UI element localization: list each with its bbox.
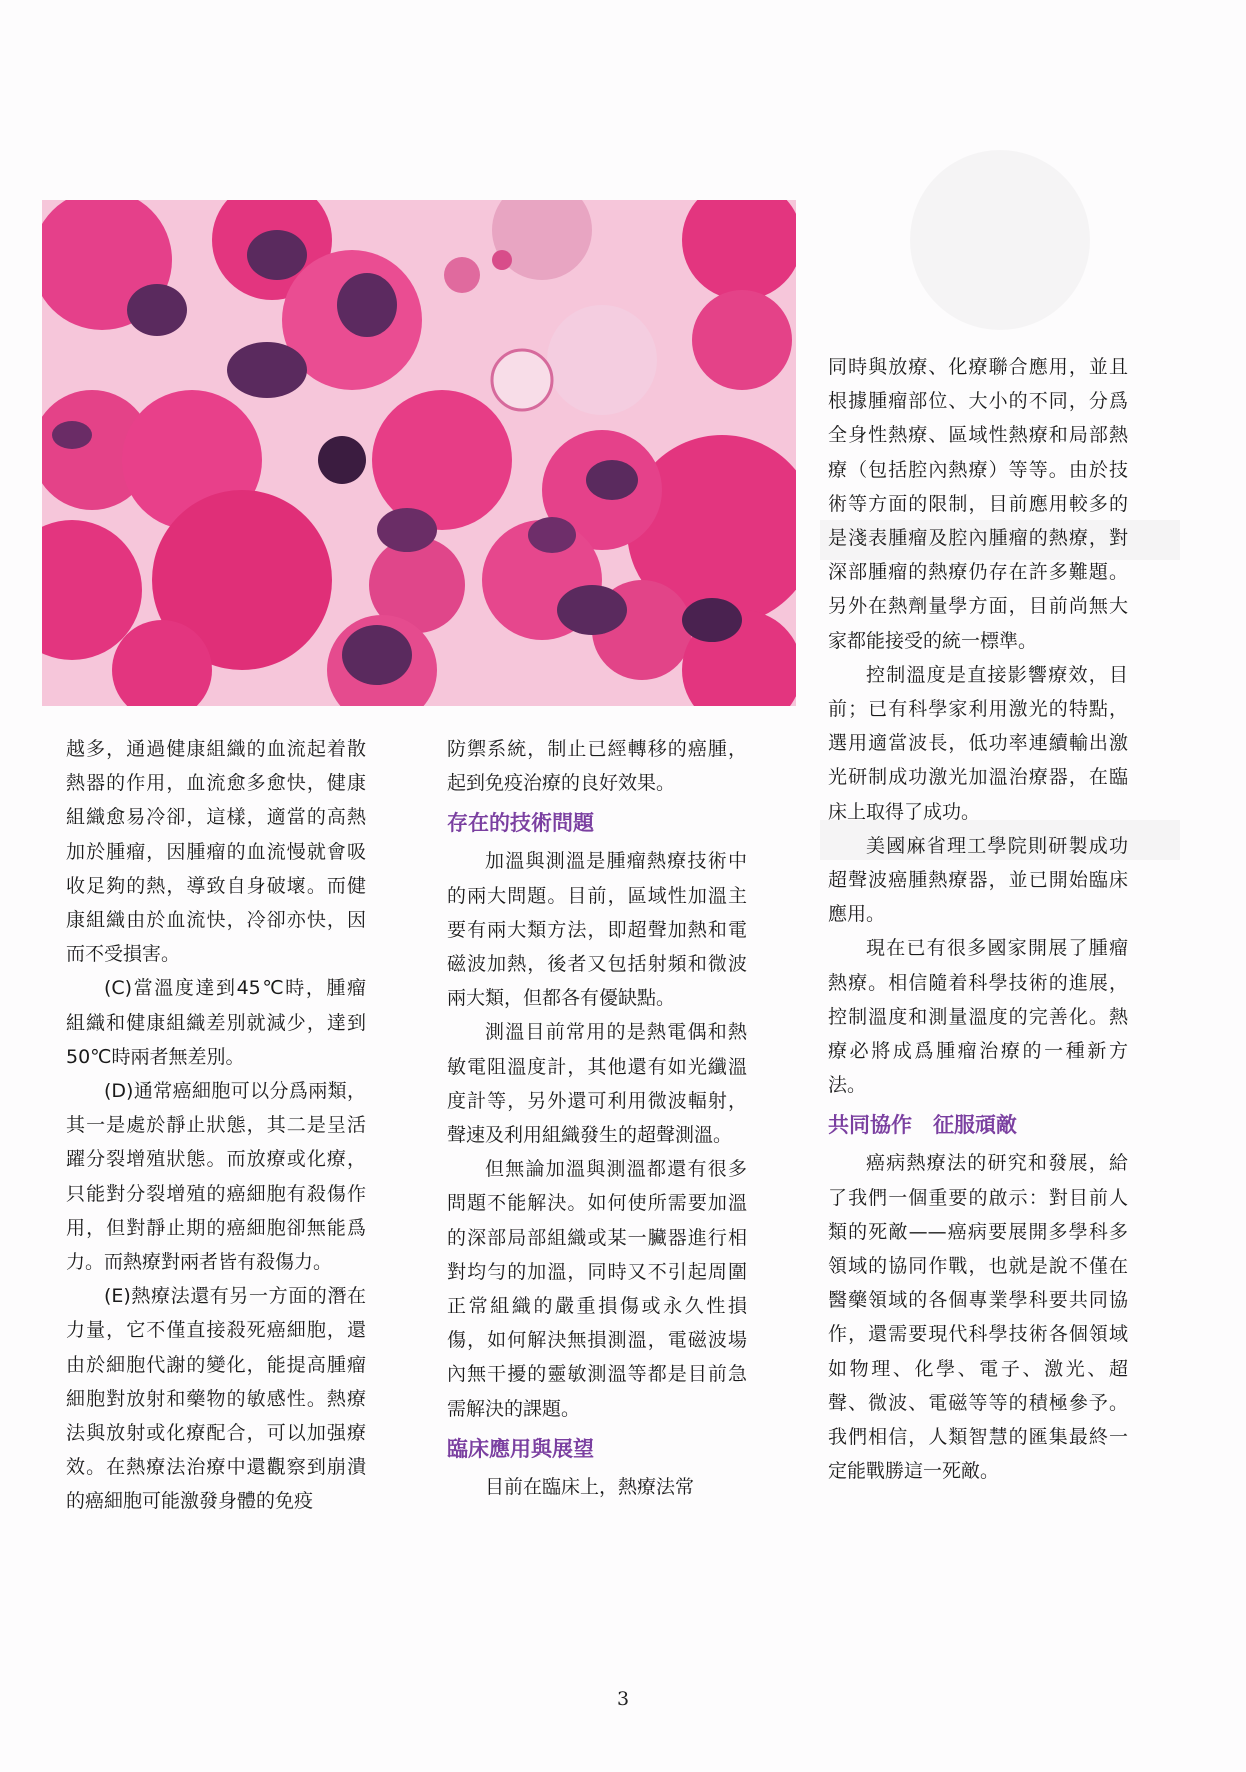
section-heading: 共同協作 征服頑敵 [828,1113,1017,1138]
paragraph: 但無論加溫與測溫都還有很多問題不能解決。如何使所需要加溫的深部局部組織或某一臟器進行相對均勻的加溫，同時又不引起周圍正常組織的嚴重損傷或永久性損傷，如何解決無損測溫，電磁波場內無干擾的靈敏測溫等都是目前急需解決的課題。 [447,1158,747,1420]
paragraph: 越多，通過健康組織的血流起着散熱器的作用，血流愈多愈快，健康組織愈易冷卻，這樣，適當的高熱加於腫瘤，因腫瘤的血流慢就會吸收足夠的熱，導致自身破壞。而健康組織由於血流快，冷卻亦快，因而不受損害。 [66,738,366,966]
page-number: 3 [616,1688,630,1710]
paragraph: 控制溫度是直接影響療效，目前；已有科學家利用激光的特點，選用適當波長，低功率連續輸出激光研制成功激光加溫治療器，在臨床上取得了成功。 [828,663,1128,823]
paragraph: 測溫目前常用的是熱電偶和熱敏電阻溫度計，其他還有如光纖溫度計等，另外還可利用微波輻射，聲速及利用組織發生的超聲測溫。 [447,1021,747,1147]
micrograph-image [42,200,796,706]
paragraph: 目前在臨床上，熱療法常 [485,1475,695,1498]
text-column-2 [447,732,747,1504]
section-heading: 存在的技術問題 [447,811,594,836]
paragraph: 美國麻省理工學院則研製成功超聲波癌腫熱療器，並已開始臨床應用。 [828,834,1128,926]
paragraph: 加溫與測溫是腫瘤熱療技術中的兩大問題。目前，區域性加溫主要有兩大類方法，即超聲加熱和電磁波加熱，後者又包括射頻和微波兩大類，但都各有優缺點。 [447,850,747,1010]
section-heading: 臨床應用與展望 [447,1436,594,1461]
paragraph: (C)當溫度達到45℃時，腫瘤組織和健康組織差別就減少，達到50℃時兩者無差別。 [66,977,366,1068]
text-column-1 [66,732,366,1519]
paragraph: 防禦系統，制止已經轉移的癌腫，起到免疫治療的良好效果。 [447,738,747,795]
paragraph: 現在已有很多國家開展了腫瘤熱療。相信隨着科學技術的進展，控制溫度和測量溫度的完善化。熱療必將成爲腫瘤治療的一種新方法。 [828,937,1128,1097]
text-column-3 [828,350,1128,1489]
paragraph: (E)熱療法還有另一方面的潛在力量，它不僅直接殺死癌細胞，還由於細胞代謝的變化，能提高腫瘤細胞對放射和藥物的敏感性。熱療法與放射或化療配合，可以加强療效。在熱療法治療中還觀察到崩潰的癌細胞可能激發身體的免疫 [66,1285,366,1513]
paragraph: 同時與放療、化療聯合應用，並且根據腫瘤部位、大小的不同，分爲全身性熱療、區域性熱療和局部熱療（包括腔內熱療）等等。由於技術等方面的限制，目前應用較多的是淺表腫瘤及腔內腫瘤的熱療，對深部腫瘤的熱療仍存在許多難題。另外在熱劑量學方面，目前尚無大家都能接受的統一標準。 [828,356,1128,652]
paragraph: 癌病熱療法的研究和發展，給了我們一個重要的啟示：對目前人類的死敵——癌病要展開多學科多領域的協同作戰，也就是說不僅在醫藥領域的各個專業學科要共同協作，還需要現代科學技術各個領域如物理、化學、電子、激光、超聲、微波、電磁等等的積極參予。我們相信，人類智慧的匯集最終一定能戰勝這一死敵。 [828,1152,1128,1483]
paragraph: (D)通常癌細胞可以分爲兩類，其一是處於靜止狀態，其二是呈活躍分裂增殖狀態。而放療或化療，只能對分裂增殖的癌細胞有殺傷作用，但對靜止期的癌細胞卻無能爲力。而熱療對兩者皆有殺傷力。 [66,1080,366,1274]
